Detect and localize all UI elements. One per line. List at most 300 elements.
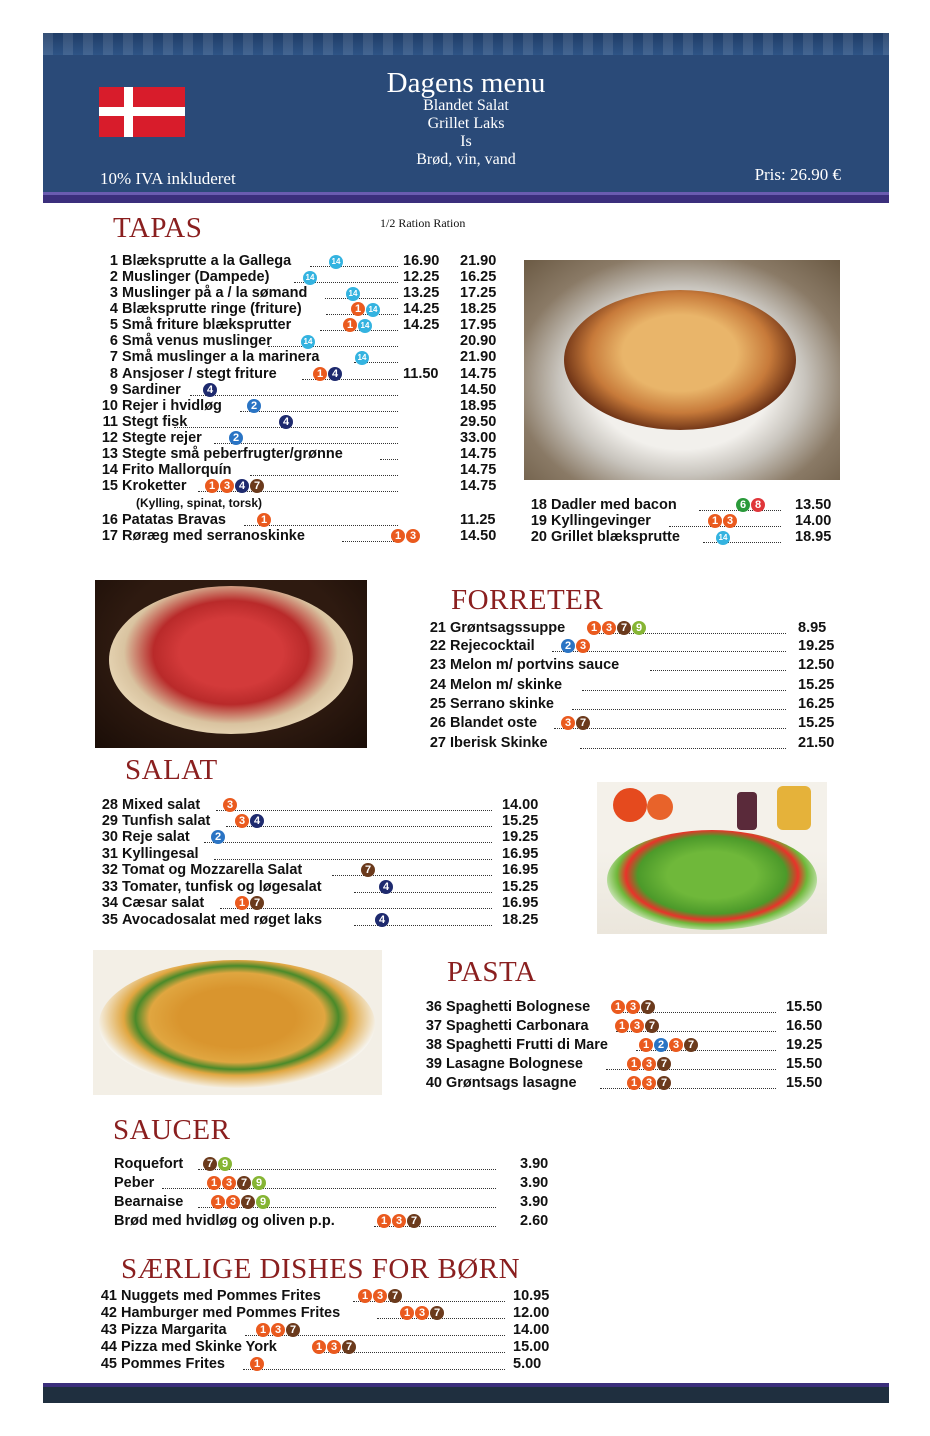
item-name: Grillet blæksprutte	[551, 529, 680, 545]
item-price: 3.90	[520, 1156, 549, 1172]
allergen-6-icon: 6	[736, 498, 750, 512]
allergen-icons	[626, 1056, 671, 1072]
menu-item-row	[114, 1194, 554, 1210]
ration-price: 17.25	[460, 285, 497, 301]
menu-item-row	[101, 879, 547, 895]
allergen-1-icon: 1	[377, 1214, 391, 1228]
allergen-icons	[390, 528, 420, 544]
menu-item-row	[425, 999, 831, 1015]
item-number: 13	[101, 446, 118, 462]
daily-menu-line: Grillet Laks	[427, 115, 505, 132]
menu-item-row	[109, 333, 512, 349]
allergen-icons	[378, 879, 393, 895]
allergen-4-icon: 4	[279, 415, 293, 429]
item-name: Rejecocktail	[450, 638, 535, 654]
menu-item-row	[425, 1056, 831, 1072]
menu-item-row	[114, 1156, 554, 1172]
allergen-icons	[626, 1075, 671, 1091]
allergen-icons	[246, 398, 261, 414]
allergen-icons	[638, 1037, 698, 1053]
item-name: Muslinger (Dampede)	[122, 269, 270, 285]
item-name: Kroketter	[122, 478, 187, 494]
half-ration-price: 16.90	[403, 253, 440, 269]
item-price: 12.00	[513, 1305, 550, 1321]
menu-item-row	[429, 638, 835, 654]
item-number: 22	[429, 638, 446, 654]
allergen-14-icon: 14	[301, 335, 315, 349]
item-number: 36	[425, 999, 442, 1015]
ration-column-headers: 1/2 Ration Ration	[380, 216, 466, 230]
menu-item-row	[101, 846, 547, 862]
daily-menu-line: Is	[460, 133, 472, 150]
item-number: 41	[100, 1288, 117, 1304]
item-number: 21	[429, 620, 446, 636]
item-price: 13.50	[795, 497, 832, 513]
allergen-icons	[206, 1175, 266, 1191]
item-price: 15.50	[786, 999, 823, 1015]
menu-item-row	[101, 462, 512, 478]
allergen-3-icon: 3	[602, 621, 616, 635]
menu-item-row	[101, 446, 512, 462]
allergen-1-icon: 1	[400, 1306, 414, 1320]
ration-price: 14.75	[460, 446, 497, 462]
allergen-7-icon: 7	[361, 863, 375, 877]
item-name: Frito Mallorquín	[122, 462, 232, 478]
menu-item-row	[109, 382, 512, 398]
item-number: 40	[425, 1075, 442, 1091]
item-name: Blæksprutte a la Gallega	[122, 253, 292, 269]
menu-item-row	[429, 696, 835, 712]
item-price: 3.90	[520, 1194, 549, 1210]
menu-item-row	[100, 1288, 561, 1304]
menu-item-row	[101, 430, 512, 446]
menu-item-row	[100, 1322, 561, 1338]
allergen-1-icon: 1	[639, 1038, 653, 1052]
allergen-9-icon: 9	[256, 1195, 270, 1209]
item-name: Hamburger med Pommes Frites	[121, 1305, 341, 1321]
item-number: 29	[101, 813, 118, 829]
allergen-7-icon: 7	[617, 621, 631, 635]
allergen-icons	[255, 1322, 300, 1338]
item-number: 31	[101, 846, 118, 862]
allergen-icons	[202, 382, 217, 398]
item-number: 3	[109, 285, 118, 301]
dotted-leader	[240, 399, 398, 412]
ration-price: 17.95	[460, 317, 497, 333]
dotted-leader	[580, 736, 786, 749]
menu-item-row	[101, 829, 547, 845]
item-name: Kyllingevinger	[551, 513, 651, 529]
salad-photo	[597, 782, 827, 934]
item-number: 44	[100, 1339, 117, 1355]
allergen-icons	[360, 862, 375, 878]
allergen-2-icon: 2	[211, 830, 225, 844]
allergen-4-icon: 4	[235, 479, 249, 493]
dotted-leader	[216, 798, 492, 811]
allergen-icons	[399, 1305, 444, 1321]
dotted-leader	[268, 334, 398, 347]
allergen-icons	[586, 620, 646, 636]
allergen-14-icon: 14	[358, 319, 372, 333]
allergen-icons	[560, 715, 590, 731]
allergen-icons	[234, 813, 264, 829]
allergen-icons	[210, 1194, 270, 1210]
allergen-3-icon: 3	[226, 1195, 240, 1209]
menu-item-row	[530, 513, 841, 529]
dotted-leader	[354, 880, 492, 893]
item-name: Serrano skinke	[450, 696, 554, 712]
item-price: 12.50	[798, 657, 835, 673]
allergen-icons	[345, 285, 360, 301]
item-name: Små muslinger a la marinera	[122, 349, 320, 365]
item-number: 11	[102, 414, 118, 430]
dotted-leader	[190, 383, 398, 396]
item-name: Muslinger på a / la sømand	[122, 285, 308, 301]
dotted-leader	[214, 847, 492, 860]
item-price: 10.95	[513, 1288, 550, 1304]
menu-item-row	[100, 1339, 561, 1355]
menu-item-row	[101, 478, 512, 494]
allergen-3-icon: 3	[415, 1306, 429, 1320]
ration-price: 18.95	[460, 398, 497, 414]
allergen-1-icon: 1	[211, 1195, 225, 1209]
item-number: 45	[100, 1356, 117, 1372]
item-name: Små venus muslinger	[122, 333, 272, 349]
allergen-1-icon: 1	[615, 1019, 629, 1033]
menu-item-row	[429, 620, 835, 636]
allergen-7-icon: 7	[203, 1157, 217, 1171]
daily-menu-price: Pris: 26.90 €	[754, 165, 841, 184]
allergen-3-icon: 3	[630, 1019, 644, 1033]
allergen-icons	[735, 497, 765, 513]
item-name: Melon m/ skinke	[450, 677, 563, 693]
allergen-8-icon: 8	[751, 498, 765, 512]
pasta-title: PASTA	[447, 956, 537, 988]
iva-note: 10% IVA inkluderet	[100, 169, 236, 188]
item-number: 16	[101, 512, 118, 528]
allergen-icons	[614, 1018, 659, 1034]
item-number: 19	[530, 513, 547, 529]
item-price: 16.50	[786, 1018, 823, 1034]
item-name: Spaghetti Bolognese	[446, 999, 591, 1015]
allergen-icons	[707, 513, 737, 529]
item-name: Dadler med bacon	[551, 497, 677, 513]
item-price: 3.90	[520, 1175, 549, 1191]
item-price: 18.95	[795, 529, 832, 545]
item-number: 5	[109, 317, 118, 333]
allergen-7-icon: 7	[657, 1057, 671, 1071]
ration-price: 33.00	[460, 430, 497, 446]
dotted-leader	[250, 463, 398, 476]
allergen-7-icon: 7	[641, 1000, 655, 1014]
item-name: Spaghetti Frutti di Mare	[446, 1037, 608, 1053]
item-number: 39	[425, 1056, 442, 1072]
header-banner	[43, 33, 889, 203]
allergen-7-icon: 7	[430, 1306, 444, 1320]
menu-item-row	[114, 1213, 554, 1229]
item-price: 19.25	[798, 638, 835, 654]
item-number: 34	[101, 895, 118, 911]
menu-item-row	[109, 349, 512, 365]
item-name: Bearnaise	[114, 1194, 184, 1210]
item-name: Lasagne Bolognese	[446, 1056, 583, 1072]
menu-item-row	[109, 317, 512, 333]
item-price: 19.25	[786, 1037, 823, 1053]
ration-price: 11.25	[460, 512, 496, 528]
item-number: 26	[429, 715, 446, 731]
menu-item-row	[109, 366, 512, 382]
item-price: 15.25	[798, 677, 835, 693]
menu-item-row	[101, 895, 547, 911]
menu-item-row	[109, 253, 512, 269]
salat-title: SALAT	[125, 754, 218, 786]
item-number: 10	[101, 398, 118, 414]
item-number: 42	[100, 1305, 117, 1321]
daily-menu-line: Brød, vin, vand	[416, 151, 516, 168]
dotted-leader	[332, 863, 492, 876]
menu-item-row	[530, 529, 841, 545]
item-price: 14.00	[513, 1322, 550, 1338]
item-name: Stegte små peberfrugter/grønne	[122, 446, 343, 462]
allergen-1-icon: 1	[312, 1340, 326, 1354]
ration-price: 29.50	[460, 414, 497, 430]
item-number: 17	[101, 528, 118, 544]
allergen-14-icon: 14	[303, 271, 317, 285]
allergen-4-icon: 4	[375, 913, 389, 927]
allergen-icons	[357, 1288, 402, 1304]
item-price: 16.95	[502, 895, 539, 911]
allergen-1-icon: 1	[351, 302, 365, 316]
item-name: Tomat og Mozzarella Salat	[122, 862, 303, 878]
half-ration-price: 14.25	[403, 301, 440, 317]
item-number: 4	[109, 301, 118, 317]
allergen-2-icon: 2	[229, 431, 243, 445]
allergen-14-icon: 14	[716, 531, 730, 545]
allergen-7-icon: 7	[388, 1289, 402, 1303]
item-name: Melon m/ portvins sauce	[450, 657, 620, 673]
allergen-1-icon: 1	[708, 514, 722, 528]
menu-item-row	[101, 398, 512, 414]
ration-price: 20.90	[460, 333, 497, 349]
menu-item-row	[101, 862, 547, 878]
item-number: 33	[101, 879, 118, 895]
allergen-icons	[311, 1339, 356, 1355]
born-title: SÆRLIGE DISHES FOR BØRN	[121, 1253, 521, 1285]
allergen-1-icon: 1	[235, 896, 249, 910]
allergen-9-icon: 9	[252, 1176, 266, 1190]
allergen-icons	[312, 366, 342, 382]
menu-item-row	[101, 912, 547, 928]
allergen-7-icon: 7	[241, 1195, 255, 1209]
allergen-icons	[350, 301, 380, 317]
item-name: Pommes Frites	[121, 1356, 225, 1372]
allergen-icons	[210, 829, 225, 845]
menu-item-row	[109, 301, 512, 317]
allergen-3-icon: 3	[235, 814, 249, 828]
item-number: 25	[429, 696, 446, 712]
item-name: Tomater, tunfisk og løgesalat	[122, 879, 322, 895]
allergen-3-icon: 3	[327, 1340, 341, 1354]
item-number: 18	[530, 497, 547, 513]
menu-item-row	[109, 285, 512, 301]
shrimp-dish-photo	[524, 260, 840, 480]
dotted-leader	[198, 1157, 496, 1170]
item-number: 38	[425, 1037, 442, 1053]
tapas-title: TAPAS	[113, 212, 203, 244]
allergen-1-icon: 1	[313, 367, 327, 381]
allergen-9-icon: 9	[632, 621, 646, 635]
allergen-4-icon: 4	[379, 880, 393, 894]
item-price: 21.50	[798, 735, 835, 751]
allergen-3-icon: 3	[576, 639, 590, 653]
allergen-icons	[222, 797, 237, 813]
allergen-1-icon: 1	[250, 1357, 264, 1371]
allergen-icons	[374, 912, 389, 928]
allergen-4-icon: 4	[328, 367, 342, 381]
allergen-icons	[610, 999, 655, 1015]
allergen-7-icon: 7	[645, 1019, 659, 1033]
ration-price: 14.75	[460, 478, 497, 494]
dotted-leader	[243, 1357, 505, 1370]
allergen-icons	[302, 269, 317, 285]
item-number: 23	[429, 657, 446, 673]
item-price: 5.00	[513, 1356, 542, 1372]
allergen-4-icon: 4	[250, 814, 264, 828]
ration-price: 14.50	[460, 382, 497, 398]
item-name: Mixed salat	[122, 797, 201, 813]
item-number: 15	[101, 478, 118, 494]
item-name: Peber	[114, 1175, 155, 1191]
item-number: 35	[101, 912, 118, 928]
menu-item-row	[109, 269, 512, 285]
item-name: Pizza Margarita	[121, 1322, 227, 1338]
allergen-icons	[204, 478, 264, 494]
item-name: Små friture blæksprutter	[122, 317, 292, 333]
item-number: 32	[101, 862, 118, 878]
item-name: Nuggets med Pommes Frites	[121, 1288, 321, 1304]
allergen-1-icon: 1	[207, 1176, 221, 1190]
item-price: 14.00	[502, 797, 539, 813]
item-number: 24	[429, 677, 446, 693]
menu-item-row	[101, 797, 547, 813]
allergen-3-icon: 3	[392, 1214, 406, 1228]
item-name: Stegt fisk	[122, 414, 188, 430]
menu-item-row	[114, 1175, 554, 1191]
allergen-icons	[202, 1156, 232, 1172]
allergen-icons	[376, 1213, 421, 1229]
allergen-7-icon: 7	[576, 716, 590, 730]
dotted-leader	[310, 254, 398, 267]
allergen-3-icon: 3	[561, 716, 575, 730]
allergen-7-icon: 7	[407, 1214, 421, 1228]
item-number: 30	[101, 829, 118, 845]
footer-bar	[43, 1383, 889, 1403]
allergen-3-icon: 3	[406, 529, 420, 543]
allergen-3-icon: 3	[626, 1000, 640, 1014]
item-price: 8.95	[798, 620, 827, 636]
allergen-icons	[278, 414, 293, 430]
item-price: 15.50	[786, 1075, 823, 1091]
item-price: 18.25	[502, 912, 539, 928]
dotted-leader	[325, 286, 398, 299]
item-number: 20	[530, 529, 547, 545]
item-price: 16.95	[502, 846, 539, 862]
dotted-leader	[226, 814, 492, 827]
item-number: 2	[109, 269, 118, 285]
item-name: Blandet oste	[450, 715, 538, 731]
allergen-1-icon: 1	[611, 1000, 625, 1014]
dotted-leader	[582, 678, 786, 691]
item-name: Roquefort	[114, 1156, 184, 1172]
allergen-icons	[228, 430, 243, 446]
allergen-1-icon: 1	[205, 479, 219, 493]
item-price: 16.25	[798, 696, 835, 712]
allergen-1-icon: 1	[343, 318, 357, 332]
allergen-7-icon: 7	[286, 1323, 300, 1337]
item-number: 28	[101, 797, 118, 813]
allergen-3-icon: 3	[669, 1038, 683, 1052]
menu-item-row	[100, 1305, 561, 1321]
item-number: 27	[429, 735, 446, 751]
item-number: 8	[109, 366, 118, 382]
allergen-icons	[342, 317, 372, 333]
allergen-7-icon: 7	[684, 1038, 698, 1052]
kroketter-note: (Kylling, spinat, torsk)	[136, 496, 263, 510]
allergen-1-icon: 1	[391, 529, 405, 543]
allergen-icons	[560, 638, 590, 654]
item-number: 14	[101, 462, 118, 478]
item-price: 19.25	[502, 829, 539, 845]
item-name: Iberisk Skinke	[450, 735, 548, 751]
item-price: 15.25	[798, 715, 835, 731]
forreter-title: FORRETER	[451, 584, 604, 616]
allergen-14-icon: 14	[346, 287, 360, 301]
item-name: Tunfish salat	[122, 813, 211, 829]
item-price: 15.25	[502, 813, 539, 829]
menu-item-row	[425, 1037, 831, 1053]
daily-menu-line: Blandet Salat	[423, 97, 509, 114]
allergen-icons	[328, 253, 343, 269]
ration-price: 14.75	[460, 462, 497, 478]
menu-item-row	[101, 813, 547, 829]
item-name: Patatas Bravas	[122, 512, 226, 528]
ration-price: 16.25	[460, 269, 497, 285]
item-name: Ansjoser / stegt friture	[122, 366, 277, 382]
ration-price: 21.90	[460, 253, 497, 269]
dotted-leader	[380, 447, 398, 460]
allergen-icons	[256, 512, 271, 528]
menu-item-row	[425, 1018, 831, 1034]
item-number: 43	[100, 1322, 117, 1338]
half-ration-price: 13.25	[403, 285, 440, 301]
allergen-1-icon: 1	[256, 1323, 270, 1337]
allergen-3-icon: 3	[222, 1176, 236, 1190]
item-name: Sardiner	[122, 382, 181, 398]
item-name: Stegte rejer	[122, 430, 202, 446]
allergen-3-icon: 3	[223, 798, 237, 812]
saucer-title: SAUCER	[113, 1114, 231, 1146]
item-price: 16.95	[502, 862, 539, 878]
allergen-icons	[354, 349, 369, 365]
allergen-7-icon: 7	[237, 1176, 251, 1190]
menu-item-row	[429, 715, 835, 731]
allergen-4-icon: 4	[203, 383, 217, 397]
dotted-leader	[650, 658, 786, 671]
allergen-7-icon: 7	[342, 1340, 356, 1354]
allergen-1-icon: 1	[627, 1076, 641, 1090]
allergen-1-icon: 1	[257, 513, 271, 527]
half-ration-price: 12.25	[403, 269, 440, 285]
